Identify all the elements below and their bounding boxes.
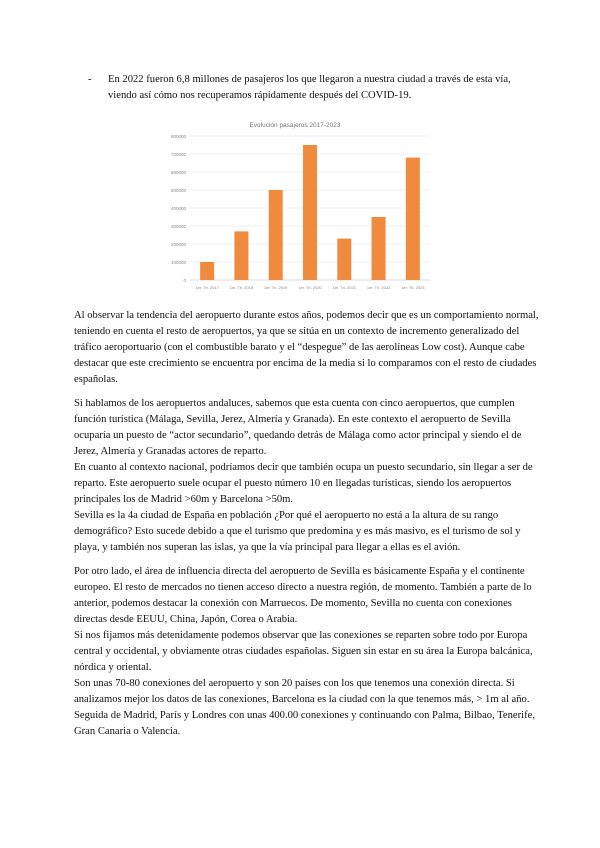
chart-title: Evolución pasajeros 2017-2023 [249, 122, 341, 129]
paragraph-1-block [74, 308, 539, 388]
bar [303, 145, 317, 280]
x-tick-label: 1er. Tri. 2020 [298, 285, 322, 290]
paragraph: Si nos fijamos más detenidamente podemos observar que las conexiones se reparten sobre todo por Europa central y occidental, y obviamente otras ciudades españolas. Siguen sin estar en su área la Europa balcánica, nórdica y oriental. [74, 630, 533, 673]
bar-chart-svg [140, 118, 440, 296]
bullet-dash: - [88, 74, 92, 85]
x-tick-label: 1er. Tri. 2022 [366, 285, 391, 290]
bar [200, 262, 214, 280]
paragraph: Por otro lado, el área de influencia directa del aeropuerto de Sevilla es básicamente España y el continente europeo. El resto de mercados no tienen acceso directo a nuestra región, de momento. También a parte de lo anterior, podemos destacar la conexión con Marruecos. De momento, Sevilla no cuenta con conexiones directas desde EEUU, China, Japón, Corea o Arabia. [74, 566, 532, 625]
x-tick-label: 1er. Tri. 2017 [195, 285, 219, 290]
paragraph: Son unas 70-80 conexiones del aeropuerto y son 20 países con los que tenemos una conexión directa. Si analizamos mejor los datos de las conexiones, Barcelona es la ciudad con la que tenemos más, > 1m al año. Seguida de Madrid, París y Londres con unas 400.00 conexiones y continuando con Palma, Bilbao, Tenerife, Gran Canaria o Valencia. [74, 678, 535, 737]
bar [269, 190, 283, 280]
bar [406, 158, 420, 280]
bar [234, 231, 248, 280]
paragraph: Sevilla es la 4a ciudad de España en población ¿Por qué el aeropuerto no está a la altura de su rango demográfico? Esto sucede debido a que el turismo que predomina y es más masivo, es el turismo de sol y playa, y también nos superan las islas, ya que la vía principal para llegar a ellas es el avión. [74, 510, 521, 553]
y-tick-label: 600000 [170, 170, 186, 175]
x-tick-label: 1er. Tri. 2019 [264, 285, 288, 290]
paragraph-3-block [74, 564, 539, 740]
y-tick-label: 300000 [170, 224, 186, 229]
paragraph: En cuanto al contexto nacional, podríamos decir que también ocupa un puesto secundario, sin llegar a ser de reparto. Este aeropuerto suele ocupar el puesto número 10 en llegadas turísticas, siendo los aeropuertos principales los de Madrid >60m y Barcelona >50m. [74, 462, 533, 505]
y-tick-label: 500000 [170, 188, 186, 193]
y-tick-label: 400000 [170, 206, 186, 211]
paragraph-2-block [74, 396, 539, 556]
bar [337, 239, 351, 280]
y-tick-label: 200000 [170, 242, 186, 247]
passenger-chart [140, 118, 440, 296]
x-tick-label: 1er. Tri. 2018 [229, 285, 254, 290]
bullet-text: En 2022 fueron 6,8 millones de pasajeros los que llegaron a nuestra ciudad a través de esta vía, viendo así cómo nos recuperamos rápidamente después del COVID-19. [108, 74, 511, 101]
y-tick-label: 800000 [170, 134, 186, 139]
y-tick-label: 100000 [170, 260, 186, 265]
paragraph: Si hablamos de los aeropuertos andaluces, sabemos que esta cuenta con cinco aeropuertos, que cumplen función turística (Málaga, Sevilla, Jerez, Almería y Granada). En este contexto el aeropuerto de Sevilla ocuparía un puesto de “actor secundario”, quedando detrás de Málaga como actor principal y siendo el de Jerez, Almería y Granadas actores de reparto. [74, 398, 522, 457]
y-tick-label: 700000 [170, 152, 186, 157]
y-tick-label: 0 [183, 278, 186, 283]
x-tick-label: 1er. Tri. 2021 [332, 285, 356, 290]
paragraph: Al observar la tendencia del aeropuerto durante estos años, podemos decir que es un comportamiento normal, teniendo en cuenta el resto de aeropuertos, ya que se sitúa en un contexto de incremento generalizado del tráfico aeroportuario (con el combustible barato y el “despegue” de las aerolíneas Low cost). Aunque cabe destacar que este crecimiento se encuentra por encima de la media si lo comparamos con el resto de ciudades españolas. [74, 310, 539, 385]
bar [372, 217, 386, 280]
x-tick-label: 1er. Tri. 2023 [401, 285, 425, 290]
